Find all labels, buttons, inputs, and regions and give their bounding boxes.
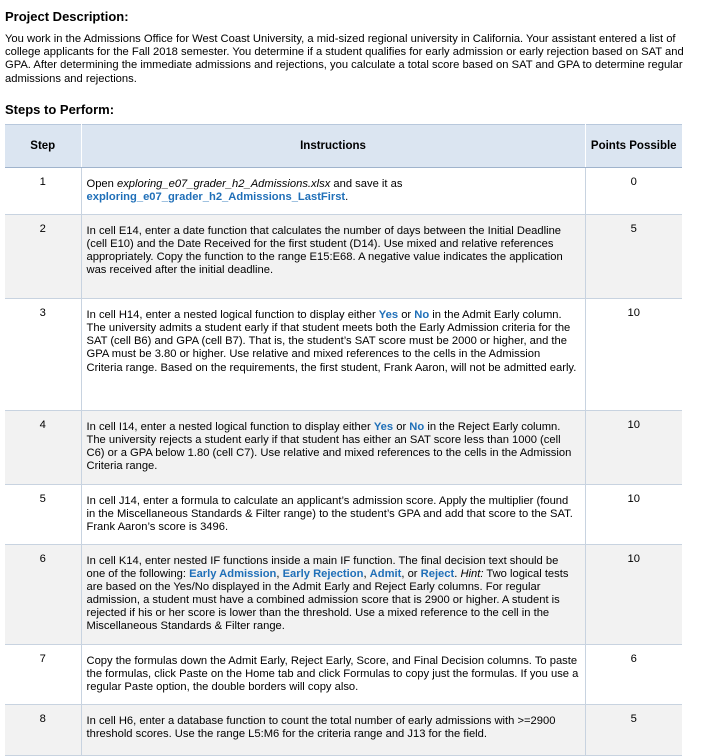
project-description-text: You work in the Admissions Office for West Coast University, a mid-sized regional university in California. Your assistant entered a list of college applicants for the Fall 2018 semester. You determine if a student qualifies for early admission or early rejection based on SAT and GPA. After determining the immediate admissions and rejections, you calculate a total score based on SAT and GPA to determine regular admissions and rejections.	[5, 33, 684, 85]
step-instructions	[81, 215, 585, 299]
steps-table	[5, 124, 682, 756]
step-number: 7	[5, 644, 81, 704]
table-row	[5, 644, 682, 704]
step-instructions	[81, 705, 585, 756]
instruction-segment: In cell K14, enter nested IF functions inside a main IF function. The final decision text should be one of the following:	[86, 554, 559, 580]
instruction-segment: Early Admission	[189, 567, 277, 580]
table-row	[5, 544, 682, 644]
instruction-segment: exploring_e07_grader_h2_Admissions.xlsx	[116, 178, 331, 190]
points-possible: 5	[585, 215, 682, 299]
instruction-segment: or	[398, 309, 415, 322]
instruction-segment: In cell E14, enter a date function that calculates the number of days between the Initial Deadline (cell E10) and the Date Received for the first student (D14). Use mixed and relative references appropriately. Copy the function to the range E15:E68. A negative value indicates the application was received after the initial deadline.	[86, 225, 563, 277]
step-number: 1	[5, 168, 81, 215]
header-instructions: Instructions	[81, 125, 585, 168]
points-possible: 10	[585, 484, 682, 544]
step-number: 8	[5, 705, 81, 756]
step-number: 6	[5, 544, 81, 644]
instruction-segment: Early Rejection	[282, 567, 364, 580]
instruction-segment: ,	[276, 567, 283, 580]
header-step: Step	[5, 125, 81, 168]
instruction-segment: Two logical tests are based on the Yes/No displayed in the Admit Early and Reject Early columns. For regular admission, a student must have a combined admission score that is 2900 or higher. A student is rejected if his or her score is lower than the threshold. Use a mixed reference to the cell in the Miscellaneous Standards & Filter range.	[86, 567, 569, 633]
points-possible: 0	[585, 168, 682, 215]
step-number: 5	[5, 484, 81, 544]
step-instructions	[81, 544, 585, 644]
instruction-segment: Copy the formulas down the Admit Early, Reject Early, Score, and Final Decision columns. To paste the formulas, click Paste on the Home tab and click Formulas to copy just the formulas. If you use a regular Paste option, the double borders will copy also.	[86, 654, 579, 694]
step-instructions	[81, 484, 585, 544]
step-number: 2	[5, 215, 81, 299]
instruction-segment: exploring_e07_grader_h2_Admissions_LastFirst	[86, 191, 346, 204]
instruction-segment: In cell H6, enter a database function to count the total number of early admissions with >=2900 threshold scores. Use the range L5:M6 for the criteria range and J13 for the field.	[86, 715, 556, 741]
project-description-heading: Project Description:	[5, 9, 129, 24]
points-possible: 10	[585, 299, 682, 411]
instruction-segment: No	[409, 421, 425, 434]
table-row	[5, 168, 682, 215]
step-instructions	[81, 168, 585, 215]
table-row	[5, 705, 682, 756]
instruction-segment: in the Admit Early column. The university admits a student early if that student meets both the Early Admission criteria for the SAT (cell B6) and GPA (cell B7). That is, the student’s SAT score must be 2000 or higher, and the GPA must be 3.80 or higher. Use relative and mixed references to the cells in the Admission Criteria range. Based on the requirements, the first student, Frank Aaron, will not be admitted early.	[86, 309, 577, 374]
step-instructions	[81, 411, 585, 484]
step-number: 4	[5, 411, 81, 484]
instruction-segment: in the Reject Early column. The university rejects a student early if that student has either an SAT score less than 1000 (cell C6) or a GPA below 1.80 (cell C7). Use relative and mixed references to the cells in the Admission Criteria range.	[86, 421, 572, 473]
instruction-segment: or	[393, 421, 410, 434]
points-possible: 5	[585, 705, 682, 756]
instruction-segment: In cell H14, enter a nested logical function to display either	[86, 309, 379, 322]
steps-heading: Steps to Perform:	[5, 102, 115, 117]
instruction-segment: Yes	[378, 309, 399, 322]
points-possible: 6	[585, 644, 682, 704]
step-number: 3	[5, 299, 81, 411]
instruction-segment: Reject	[420, 567, 455, 580]
instruction-segment: .	[345, 191, 349, 204]
instruction-segment: In cell J14, enter a formula to calculate an applicant’s admission score. Apply the multiplier (found in the Miscellaneous Standards & Filter range) to the student’s GPA and add that score to the SAT. Frank Aaron’s score is 3496.	[86, 494, 573, 533]
table-row	[5, 215, 682, 299]
points-possible: 10	[585, 544, 682, 644]
instruction-segment: In cell I14, enter a nested logical function to display either	[86, 421, 374, 434]
points-possible: 10	[585, 411, 682, 484]
instruction-segment: No	[414, 309, 430, 322]
instruction-segment: Yes	[373, 421, 394, 434]
table-row	[5, 484, 682, 544]
instruction-segment: Hint:	[460, 567, 484, 580]
step-instructions	[81, 299, 585, 411]
header-points: Points Possible	[585, 125, 682, 168]
instruction-segment: , or	[401, 567, 421, 580]
instruction-segment: ,	[363, 567, 370, 580]
step-instructions	[81, 644, 585, 704]
instruction-segment: Open	[86, 178, 117, 190]
instruction-segment: and save it as	[330, 178, 403, 190]
table-header-row	[5, 125, 682, 168]
table-row	[5, 411, 682, 484]
instruction-segment: Admit	[369, 567, 402, 580]
table-row	[5, 299, 682, 411]
instruction-segment: .	[454, 567, 461, 580]
